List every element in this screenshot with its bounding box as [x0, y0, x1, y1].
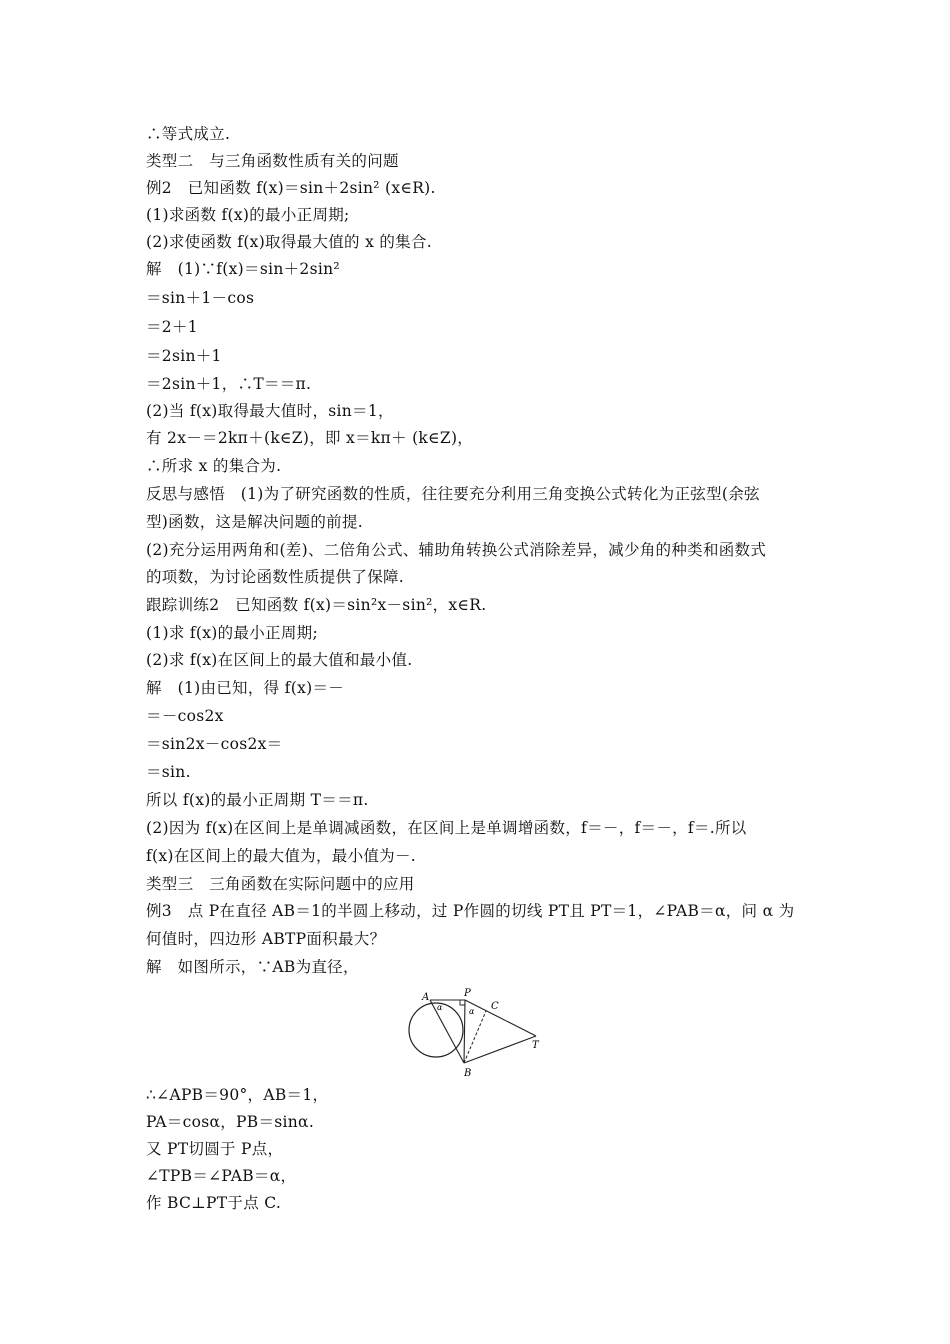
label-t: T: [532, 1040, 539, 1051]
text-line: 反思与感悟 (1)为了研究函数的性质，往往要充分利用三角变换公式转化为正弦型(余弦: [146, 485, 760, 503]
text-line: (2)求 f(x)在区间上的最大值和最小值.: [146, 651, 413, 669]
text-line: 例2 已知函数 f(x)＝sin＋2sin² (x∈R).: [146, 179, 436, 197]
label-a: A: [422, 992, 430, 1003]
text-line: (1)求 f(x)的最小正周期;: [146, 624, 318, 642]
text-line: PA＝cosα，PB＝sinα.: [146, 1113, 315, 1131]
text-line: (2)因为 f(x)在区间上是单调减函数，在区间上是单调增函数，f＝－，f＝－，f＝.所以: [146, 819, 747, 837]
text-line: ＝2sin＋1，∴T＝＝π.: [146, 375, 312, 393]
segment-bt: [464, 1036, 536, 1063]
text-line: ＝2sin＋1: [146, 347, 222, 365]
text-line: f(x)在区间上的最大值为，最小值为－.: [146, 847, 417, 865]
label-p: P: [464, 988, 471, 999]
text-line: ＝2＋1: [146, 318, 198, 336]
text-line: 有 2x－＝2kπ＋(k∈Z)，即 x＝kπ＋ (k∈Z)，: [146, 429, 474, 447]
text-line: ＝sin2x－cos2x＝: [146, 735, 283, 753]
text-line: 解 (1)由已知，得 f(x)＝－: [146, 679, 345, 697]
text-line: (2)当 f(x)取得最大值时，sin＝1，: [146, 402, 394, 420]
text-line: ∴∠APB＝90°，AB＝1，: [146, 1086, 329, 1104]
text-line: 例3 点 P在直径 AB＝1的半圆上移动，过 P作圆的切线 PT且 PT＝1，∠PAB＝α，问 α 为: [146, 902, 795, 920]
geometry-figure: [400, 986, 550, 1078]
label-alpha-a: α: [437, 1003, 443, 1012]
text-line: 跟踪训练2 已知函数 f(x)＝sin²x－sin²，x∈R.: [146, 596, 487, 614]
text-line: 何值时，四边形 ABTP面积最大？: [146, 930, 386, 948]
text-line: ∠TPB＝∠PAB＝α，: [146, 1167, 297, 1185]
segment-bc-dashed: [464, 1011, 486, 1063]
text-line: (2)充分运用两角和(差)、二倍角公式、辅助角转换公式消除差异，减少角的种类和函数式: [146, 541, 767, 559]
text-line: 又 PT切圆于 P点，: [146, 1140, 284, 1158]
text-line: ∴等式成立.: [146, 125, 231, 143]
text-line: 解 如图所示，∵AB为直径，: [146, 958, 359, 976]
segment-ab: [430, 1000, 464, 1063]
label-c: C: [491, 1001, 499, 1012]
label-alpha-p: α: [469, 1007, 475, 1016]
text-line: ＝－cos2x: [146, 707, 224, 725]
segment-pt: [465, 1000, 536, 1036]
text-line: 解 (1)∵f(x)＝sin＋2sin²: [146, 260, 340, 278]
right-angle-mark: [460, 1000, 465, 1005]
text-line: (1)求函数 f(x)的最小正周期;: [146, 206, 350, 224]
text-line: 所以 f(x)的最小正周期 T＝＝π.: [146, 791, 369, 809]
text-line: 的项数，为讨论函数性质提供了保障.: [146, 568, 405, 586]
section-heading: 类型三 三角函数在实际问题中的应用: [146, 875, 415, 893]
text-line: ∴所求 x 的集合为.: [146, 457, 282, 475]
segment-pb: [464, 1000, 465, 1063]
text-line: ＝sin＋1－cos: [146, 289, 255, 307]
text-line: 型)函数，这是解决问题的前提.: [146, 513, 363, 531]
section-heading: 类型二 与三角函数性质有关的问题: [146, 152, 399, 170]
text-line: 作 BC⊥PT于点 C.: [146, 1194, 282, 1212]
label-b: B: [464, 1068, 472, 1078]
text-line: ＝sin.: [146, 763, 191, 781]
text-line: (2)求使函数 f(x)取得最大值的 x 的集合.: [146, 233, 432, 251]
